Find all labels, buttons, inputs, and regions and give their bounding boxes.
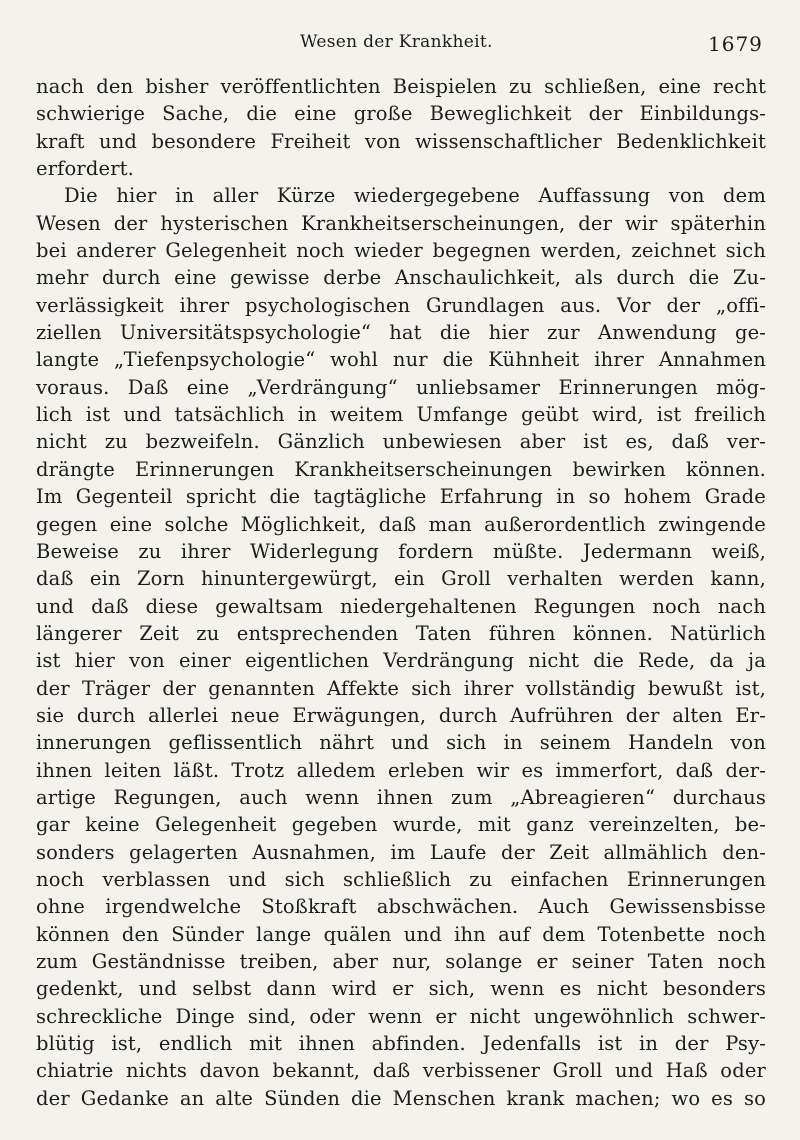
text-line: ist hier von einer eigentlichen Verdrängung nicht die Rede, da ja [36,649,766,673]
paragraph [36,182,766,1112]
text-line: gedenkt, und selbst dann wird er sich, wenn es nicht besonders [36,977,766,1001]
text-line: blütig ist, endlich mit ihnen abfinden. Jedenfalls ist in der Psy- [36,1032,766,1056]
text-line: erfordert. [36,157,135,181]
text-line: der Gedanke an alte Sünden die Menschen krank machen; wo es so [36,1086,766,1110]
text-line: schwierige Sache, die eine große Beweglichkeit der Einbildungs- [36,102,766,126]
text-line: verlässigkeit ihrer psychologischen Grundlagen aus. Vor der „offi- [36,293,766,317]
text-line: daß ein Zorn hinuntergewürgt, ein Groll verhalten werden kann, [36,567,766,591]
text-line: ohne irgendwelche Stoßkraft abschwächen. Auch Gewissensbisse [36,895,766,919]
text-line: sie durch allerlei neue Erwägungen, durch Aufrühren der alten Er- [36,703,766,727]
text-line: Im Gegenteil spricht die tagtägliche Erfahrung in so hohem Grade [36,485,766,509]
text-line: können den Sünder lange quälen und ihn auf dem Totenbette noch [36,922,766,946]
page-number: 1679 [708,32,763,56]
text-line: gar keine Gelegenheit gegeben wurde, mit ganz vereinzelten, be- [36,813,766,837]
text-line: voraus. Daß eine „Verdrängung“ unliebsamer Erinnerungen mög- [36,375,766,399]
text-line: gegen eine solche Möglichkeit, daß man außerordentlich zwingende [36,512,766,536]
text-line: noch verblassen und sich schließlich zu einfachen Erinnerungen [36,867,766,891]
text-line: innerungen geflissentlich nährt und sich in seinem Handeln von [36,731,766,755]
body-text [36,73,766,1112]
running-head [0,32,800,58]
text-line: drängte Erinnerungen Krankheitserscheinungen bewirken können. [36,457,766,481]
text-line: ihnen leiten läßt. Trotz alledem erleben wir es immerfort, daß der- [36,758,766,782]
text-line: Wesen der hysterischen Krankheitserscheinungen, der wir späterhin [36,211,766,235]
running-head-title: Wesen der Krankheit. [300,32,493,52]
text-line: zum Geständnisse treiben, aber nur, solange er seiner Taten noch [36,950,766,973]
text-line: nach den bisher veröffentlichten Beispielen zu schließen, eine recht [36,75,766,98]
paragraph [36,73,766,182]
text-line: sonders gelagerten Ausnahmen, im Laufe der Zeit allmählich den- [36,840,766,864]
text-line: nicht zu bezweifeln. Gänzlich unbewiesen aber ist es, daß ver- [36,430,766,454]
text-line: mehr durch eine gewisse derbe Anschaulichkeit, als durch die Zu- [36,266,766,290]
text-line: längerer Zeit zu entsprechenden Taten führen können. Natürlich [36,621,766,645]
text-line: langte „Tiefenpsychologie“ wohl nur die Kühnheit ihrer Annahmen [36,348,766,372]
text-line: und daß diese gewaltsam niedergehaltenen Regungen noch nach [36,594,766,618]
text-line: lich ist und tatsächlich in weitem Umfange geübt wird, ist freilich [36,403,766,427]
text-line: Beweise zu ihrer Widerlegung fordern müßte. Jedermann weiß, [36,539,766,563]
text-line: Die hier in aller Kürze wiedergegebene Auffassung von dem [64,184,766,208]
text-line: chiatrie nichts davon bekannt, daß verbissener Groll und Haß oder [36,1059,766,1083]
text-line: der Träger der genannten Affekte sich ihrer vollständig bewußt ist, [36,676,766,700]
text-line: schreckliche Dinge sind, oder wenn er nicht ungewöhnlich schwer- [36,1004,766,1028]
text-line: artige Regungen, auch wenn ihnen zum „Abreagieren“ durchaus [36,785,766,809]
text-line: ziellen Universitätspsychologie“ hat die hier zur Anwendung ge- [36,321,766,345]
text-line: bei anderer Gelegenheit noch wieder begegnen werden, zeichnet sich [36,239,766,263]
text-line: kraft und besondere Freiheit von wissenschaftlicher Bedenklichkeit [36,129,766,153]
